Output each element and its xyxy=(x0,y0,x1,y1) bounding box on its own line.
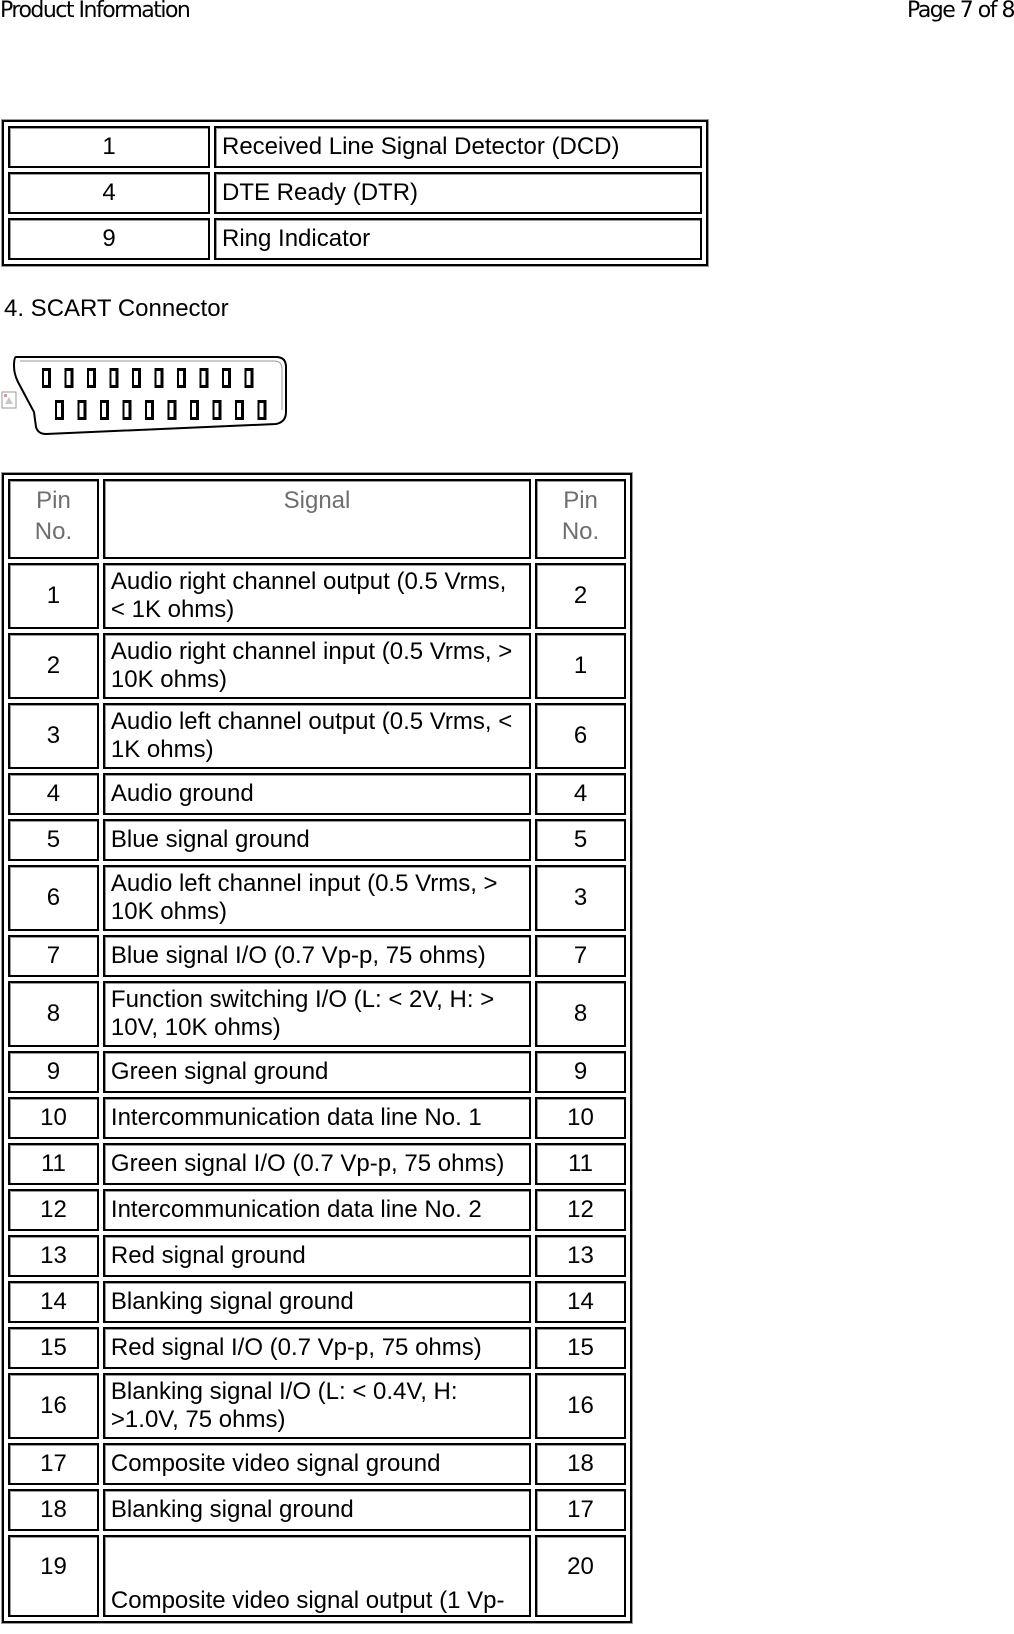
pin-left-cell: 2 xyxy=(8,633,99,699)
table-row xyxy=(8,981,626,1047)
signal-cell: DTE Ready (DTR) xyxy=(214,172,702,214)
pin-right-cell: 20 xyxy=(535,1535,626,1617)
pin-right-cell: 16 xyxy=(535,1373,626,1439)
pin-left-cell: 16 xyxy=(8,1373,99,1439)
signal-cell: Blue signal ground xyxy=(103,819,531,861)
table-row xyxy=(8,218,702,260)
pin-left-cell: 15 xyxy=(8,1327,99,1369)
scart-pin-slot-hole xyxy=(134,371,138,385)
signal-cell: Composite video signal ground xyxy=(103,1443,531,1485)
scart-pin-slot-hole xyxy=(57,403,61,417)
table-row xyxy=(8,172,702,214)
table-row xyxy=(8,1235,626,1277)
scart-pin-slot-hole xyxy=(179,371,183,385)
pin-left-cell: 5 xyxy=(8,819,99,861)
pin-right-cell: 11 xyxy=(535,1143,626,1185)
table-row xyxy=(8,1051,626,1093)
signal-cell: Function switching I/O (L: < 2V, H: > 10V, 10K ohms) xyxy=(103,981,531,1047)
signal-cell: Blanking signal ground xyxy=(103,1489,531,1531)
signal-header: Signal xyxy=(103,479,531,559)
page-header-title: Product Information xyxy=(0,0,190,23)
signal-cell: Audio right channel input (0.5 Vrms, > 10K ohms) xyxy=(103,633,531,699)
signal-cell: Audio ground xyxy=(103,773,531,815)
signal-cell: Intercommunication data line No. 1 xyxy=(103,1097,531,1139)
table-row xyxy=(8,1443,626,1485)
scart-pin-slot-hole xyxy=(112,371,116,385)
pin-right-cell: 17 xyxy=(535,1489,626,1531)
pin-right-cell: 14 xyxy=(535,1281,626,1323)
table-row xyxy=(8,865,626,931)
signal-cell: Intercommunication data line No. 2 xyxy=(103,1189,531,1231)
table-row xyxy=(8,1373,626,1439)
section-heading: 4. SCART Connector xyxy=(4,295,229,322)
pin-right-cell: 12 xyxy=(535,1189,626,1231)
pin-right-cell: 5 xyxy=(535,819,626,861)
scart-pin-slot-hole xyxy=(44,371,48,385)
pin-left-cell: 7 xyxy=(8,935,99,977)
rs232-pin-table xyxy=(2,120,708,266)
signal-cell: Red signal ground xyxy=(103,1235,531,1277)
pin-number-cell: 9 xyxy=(8,218,210,260)
pin-right-cell: 4 xyxy=(535,773,626,815)
table-row xyxy=(8,1535,626,1617)
signal-cell: Blanking signal ground xyxy=(103,1281,531,1323)
table-row xyxy=(8,935,626,977)
scart-pin-slot-hole xyxy=(125,403,129,417)
pin-right-cell: 13 xyxy=(535,1235,626,1277)
scart-pin-slot-hole xyxy=(260,403,264,417)
pin-right-cell: 10 xyxy=(535,1097,626,1139)
table-row xyxy=(8,1327,626,1369)
pin-left-cell: 12 xyxy=(8,1189,99,1231)
signal-cell: Composite video signal output (1 Vp- xyxy=(103,1535,531,1617)
pin-right-cell: 9 xyxy=(535,1051,626,1093)
pin-right-cell: 3 xyxy=(535,865,626,931)
table-row xyxy=(8,1189,626,1231)
table-row xyxy=(8,819,626,861)
table-header-row xyxy=(8,479,626,559)
table-row xyxy=(8,126,702,168)
scart-pin-slot-hole xyxy=(202,371,206,385)
pin-left-cell: 4 xyxy=(8,773,99,815)
page-number: Page 7 of 8 xyxy=(907,0,1014,23)
scart-pin-slot-hole xyxy=(192,403,196,417)
signal-cell: Green signal I/O (0.7 Vp-p, 75 ohms) xyxy=(103,1143,531,1185)
scart-pin-slot-hole xyxy=(102,403,106,417)
table-row xyxy=(8,1143,626,1185)
scart-pin-table xyxy=(2,473,632,1623)
scart-pin-slot-hole xyxy=(80,403,84,417)
pin-number-cell: 1 xyxy=(8,126,210,168)
signal-cell: Ring Indicator xyxy=(214,218,702,260)
pin-right-cell: 6 xyxy=(535,703,626,769)
signal-cell: Audio left channel output (0.5 Vrms, < 1K ohms) xyxy=(103,703,531,769)
signal-cell: Red signal I/O (0.7 Vp-p, 75 ohms) xyxy=(103,1327,531,1369)
signal-cell: Green signal ground xyxy=(103,1051,531,1093)
table-row xyxy=(8,1281,626,1323)
pin-header-left: Pin No. xyxy=(8,479,99,559)
pin-left-cell: 8 xyxy=(8,981,99,1047)
pin-header-right: Pin No. xyxy=(535,479,626,559)
table-row xyxy=(8,1097,626,1139)
pin-right-cell: 1 xyxy=(535,633,626,699)
table-row xyxy=(8,703,626,769)
pin-left-cell: 14 xyxy=(8,1281,99,1323)
scart-pin-slot-hole xyxy=(237,403,241,417)
signal-cell: Audio right channel output (0.5 Vrms, < 1K ohms) xyxy=(103,563,531,629)
pin-left-cell: 19 xyxy=(8,1535,99,1617)
pin-left-cell: 6 xyxy=(8,865,99,931)
scart-pin-slot-hole xyxy=(67,371,71,385)
pin-right-cell: 8 xyxy=(535,981,626,1047)
table-row xyxy=(8,773,626,815)
scart-pin-slot-hole xyxy=(89,371,93,385)
scart-pin-slot-hole xyxy=(157,371,161,385)
table-row xyxy=(8,1489,626,1531)
pin-left-cell: 18 xyxy=(8,1489,99,1531)
pin-left-cell: 11 xyxy=(8,1143,99,1185)
scart-pin-slot-hole xyxy=(247,371,251,385)
pin-left-cell: 13 xyxy=(8,1235,99,1277)
pin-left-cell: 3 xyxy=(8,703,99,769)
signal-cell: Received Line Signal Detector (DCD) xyxy=(214,126,702,168)
pin-right-cell: 15 xyxy=(535,1327,626,1369)
signal-cell: Blanking signal I/O (L: < 0.4V, H: >1.0V, 75 ohms) xyxy=(103,1373,531,1439)
pin-number-cell: 4 xyxy=(8,172,210,214)
table-row xyxy=(8,633,626,699)
pin-right-cell: 2 xyxy=(535,563,626,629)
scart-pin-slot-hole xyxy=(224,371,228,385)
signal-cell: Audio left channel input (0.5 Vrms, > 10K ohms) xyxy=(103,865,531,931)
scart-pin-slot-hole xyxy=(215,403,219,417)
broken-image-icon xyxy=(2,392,16,408)
pin-left-cell: 17 xyxy=(8,1443,99,1485)
pin-left-cell: 9 xyxy=(8,1051,99,1093)
pin-right-cell: 18 xyxy=(535,1443,626,1485)
scart-pin-slot-hole xyxy=(147,403,151,417)
pin-right-cell: 7 xyxy=(535,935,626,977)
pin-left-cell: 1 xyxy=(8,563,99,629)
signal-cell: Blue signal I/O (0.7 Vp-p, 75 ohms) xyxy=(103,935,531,977)
scart-pin-slot-hole xyxy=(170,403,174,417)
scart-connector-icon xyxy=(0,352,290,442)
pin-left-cell: 10 xyxy=(8,1097,99,1139)
table-row xyxy=(8,563,626,629)
